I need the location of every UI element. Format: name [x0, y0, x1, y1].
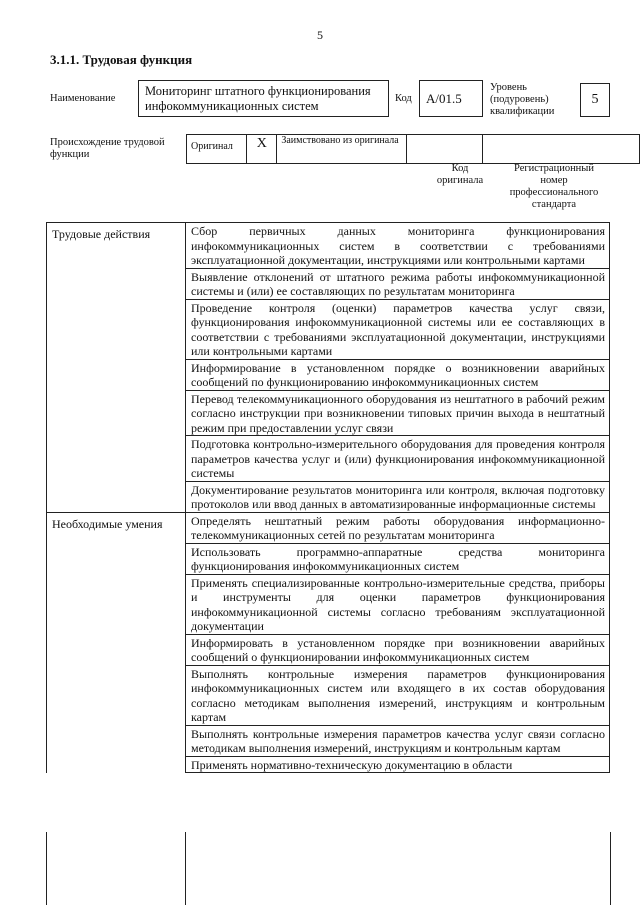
- list-item: Применять нормативно-техническую документацию в области: [186, 756, 610, 773]
- list-item: Информировать в установленном порядке при возникновении аварийных сообщений о функционировании инфокоммуникационных систем: [186, 634, 610, 665]
- table-row: [47, 223, 610, 269]
- borrowed-label: Заимствовано из оригинала: [277, 135, 407, 164]
- original-code-cell: [407, 135, 483, 164]
- code-label: Код: [395, 93, 412, 104]
- list-item: Определять нештатный режим работы оборудования информационно-телекоммуникационных сетей по результатам мониторинга: [186, 512, 610, 543]
- table-continuation: [46, 832, 611, 905]
- list-item: Подготовка контрольно-измерительного оборудования для проведения контроля параметров качества услуг и (или) функционирования инфокоммуникационной системы: [186, 436, 610, 482]
- function-code-box: А/01.5: [419, 80, 483, 117]
- list-item: Использовать программно-аппаратные средства мониторинга функционирования инфокоммуникационных систем: [186, 543, 610, 574]
- list-item: Сбор первичных данных мониторинга функционирования инфокоммуникационных систем в соответствии с требованиями эксплуатационной документации, инструкциями или контрольными картами: [186, 223, 610, 269]
- list-item: Применять специализированные контрольно-измерительные средства, приборы и инструменты для оценки параметров функционирования инфокоммуникационной системы согласно требованиям эксплуатационной документации: [186, 574, 610, 634]
- level-value-box: 5: [580, 83, 610, 117]
- list-item: Выполнять контрольные измерения параметров качества услуг связи согласно методикам выполнения измерений, инструкциям и контрольным картам: [186, 725, 610, 756]
- code-caption: Код оригинала: [436, 163, 484, 186]
- original-mark: X: [247, 135, 277, 164]
- original-label: Оригинал: [187, 135, 247, 164]
- section-heading: Трудовые действия: [47, 223, 186, 513]
- name-label: Наименование: [50, 93, 116, 104]
- list-item: Информирование в установленном порядке о возникновении аварийных сообщений по функционированию инфокоммуникационных систем: [186, 359, 610, 390]
- function-name-box: Мониторинг штатного функционирования инфокоммуникационных систем: [138, 80, 389, 117]
- origin-table: [186, 134, 640, 164]
- table-row: [47, 512, 610, 543]
- competency-table: [46, 222, 610, 773]
- level-label: Уровень (подуровень) квалификации: [490, 82, 555, 117]
- list-item: Выявление отклонений от штатного режима работы инфокоммуникационной системы и (или) ее составляющих по результатам мониторинга: [186, 268, 610, 299]
- list-item: Перевод телекоммуникационного оборудования из нештатного в рабочий режим согласно инструкции при возникновении типовых причин выхода в нештатный режим при предоставлении услуг связи: [186, 390, 610, 436]
- table-continuation-divider: [185, 832, 186, 905]
- registration-number-cell: [482, 135, 639, 164]
- list-item: Выполнять контрольные измерения параметров функционирования инфокоммуникационных систем или входящего в их состав оборудования согласно методикам выполнения измерений, инструкциям и контрольным картам: [186, 665, 610, 725]
- list-item: Проведение контроля (оценки) параметров качества услуг связи, функционирования инфокоммуникационной системы или ее составляющих в соответствии с требованиями эксплуатационной документации, инструкциями или контрольными картами: [186, 299, 610, 359]
- registration-caption: Регистрационный номер профессионального стандарта: [509, 163, 599, 210]
- section-title: 3.1.1. Трудовая функция: [50, 52, 193, 67]
- origin-label: Происхождение трудовой функции: [50, 137, 165, 160]
- section-heading: Необходимые умения: [47, 512, 186, 773]
- list-item: Документирование результатов мониторинга или контроля, включая подготовку протоколов или ввод данных в автоматизированные информационные системы: [186, 481, 610, 512]
- page-number: 5: [317, 28, 323, 42]
